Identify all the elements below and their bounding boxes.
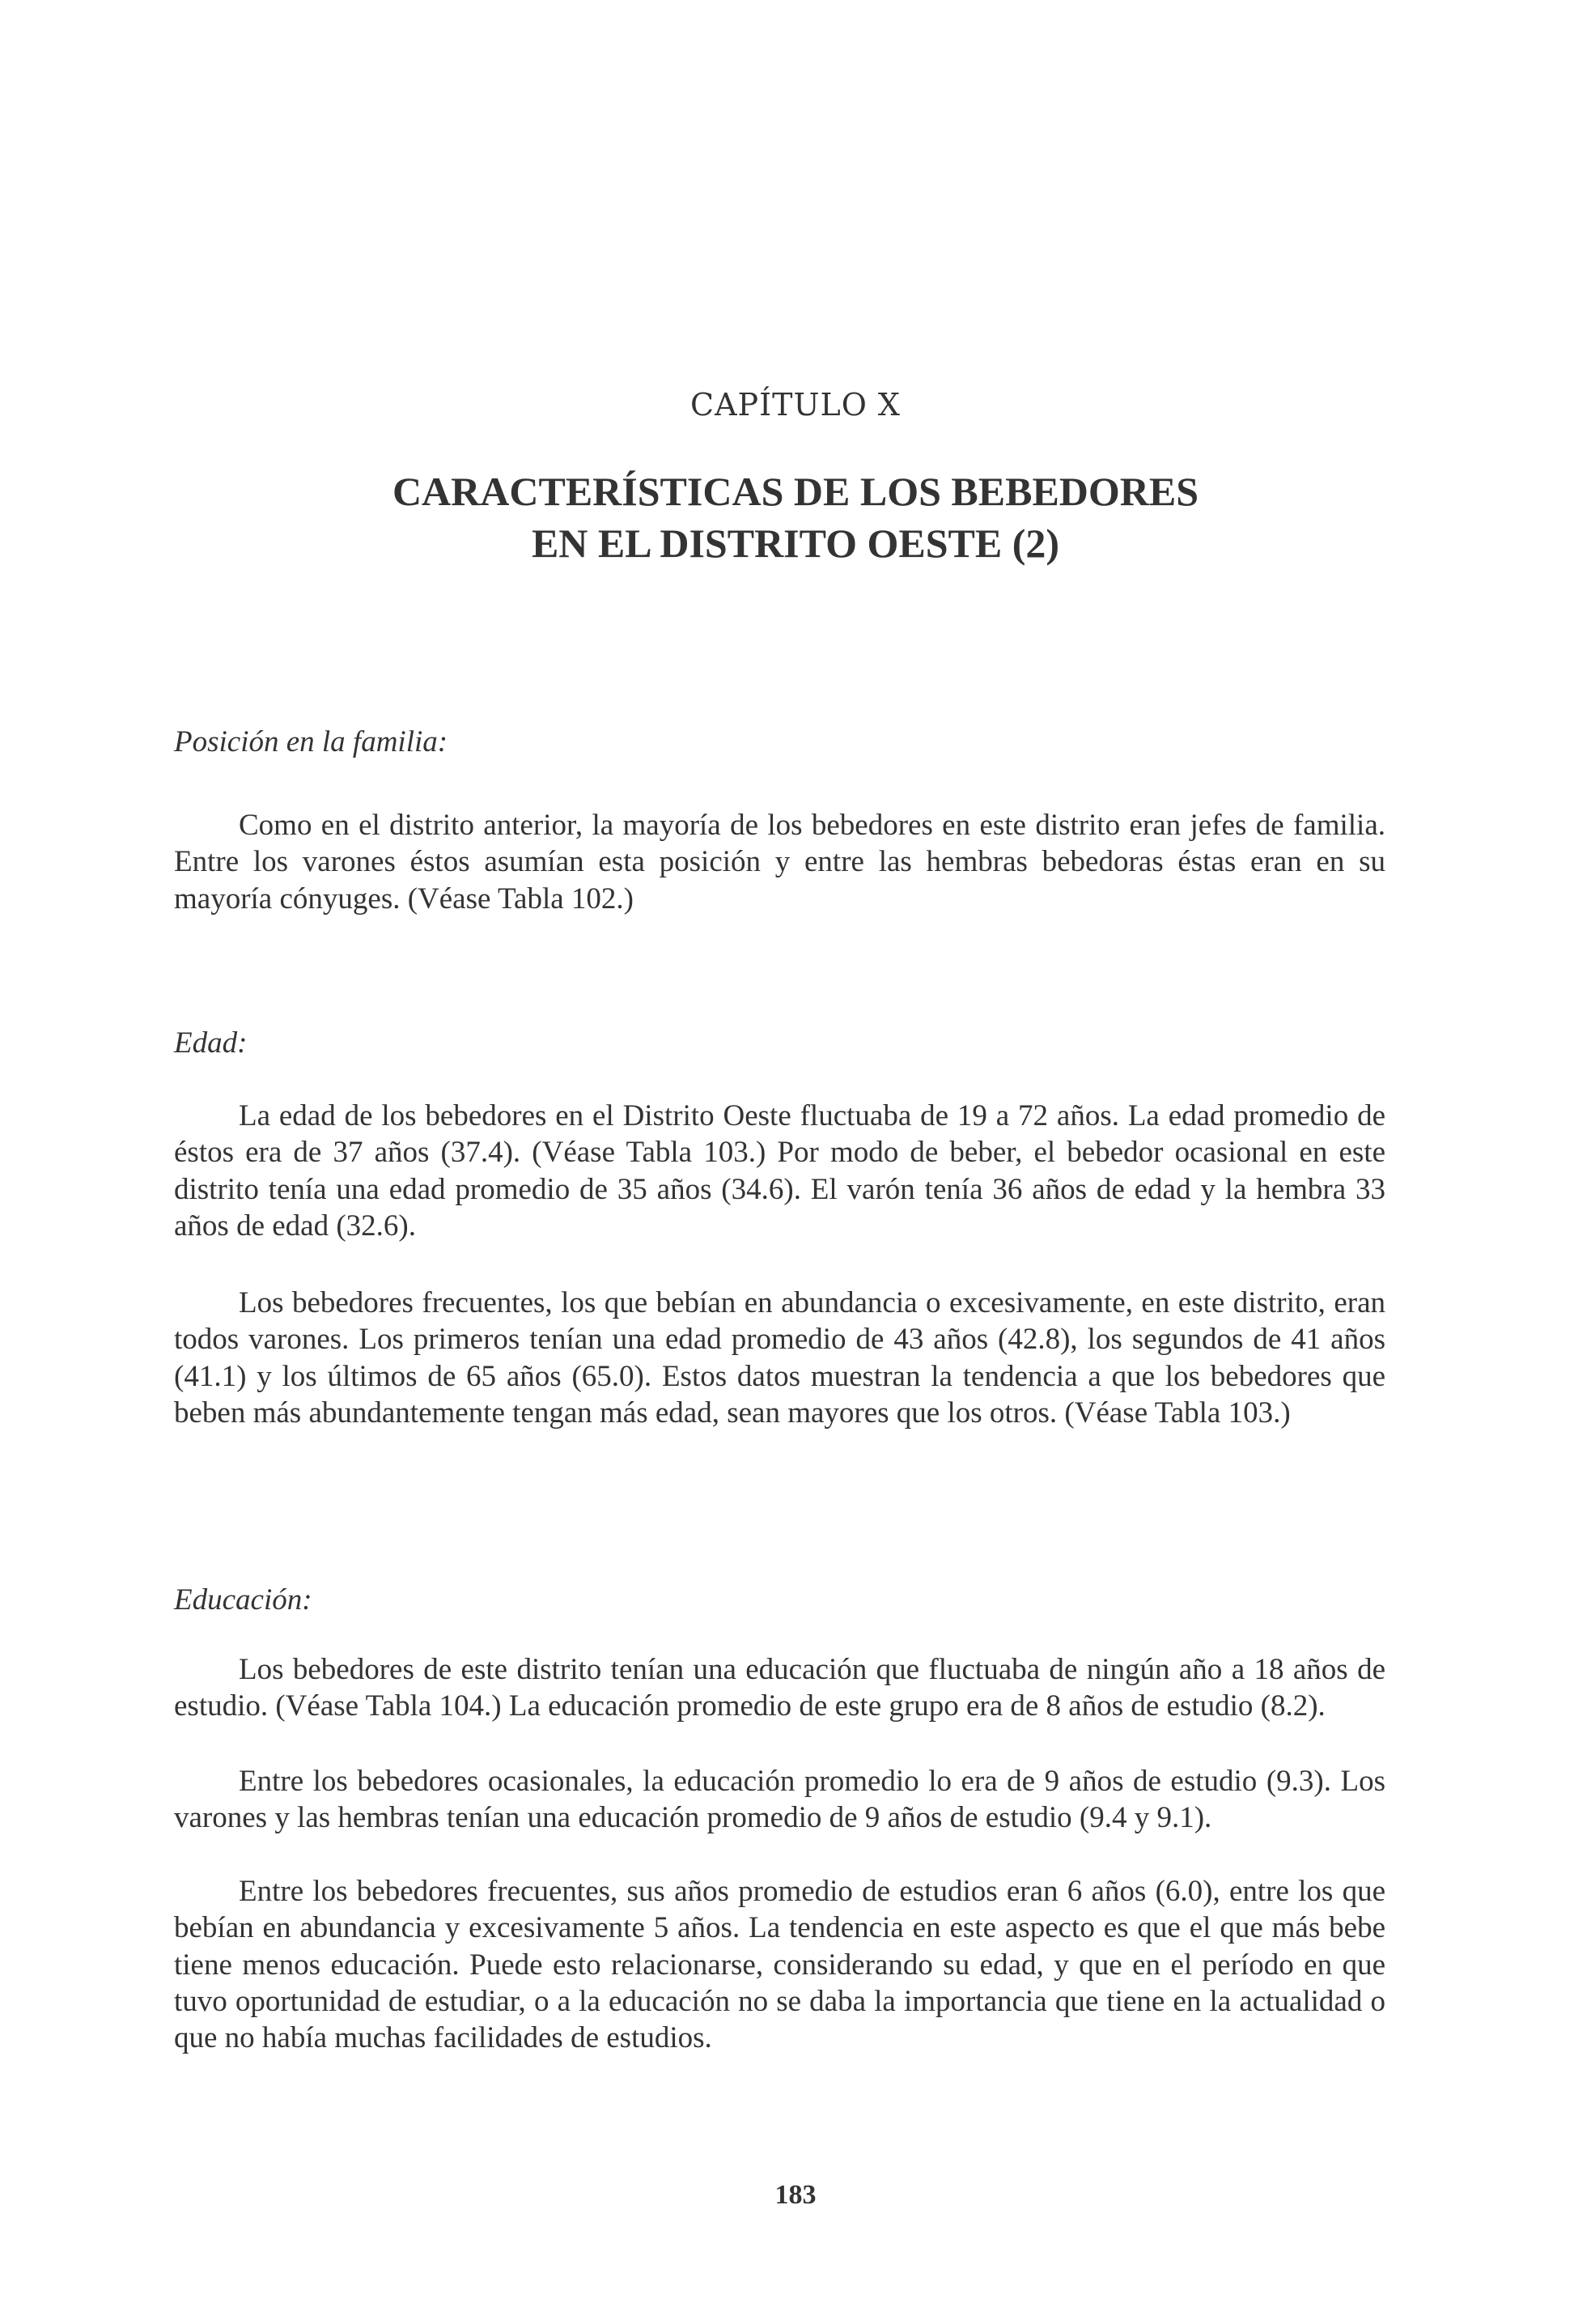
- section-heading-familia: Posición en la familia:: [174, 725, 448, 758]
- chapter-label: CAPÍTULO X: [690, 387, 901, 423]
- page-number: 183: [774, 2180, 817, 2210]
- section-heading-edad: Edad:: [174, 1026, 248, 1060]
- paragraph-educacion-1: Los bebedores de este distrito tenían una educación que fluctuaba de ningún año a 18 años de estudio. (Véase Tabla 104.) La educación promedio de este grupo era de 8 años de estudio (8.2).: [174, 1653, 1385, 1723]
- paragraph-edad-1: La edad de los bebedores en el Distrito Oeste fluctuaba de 19 a 72 años. La edad promedio de éstos era de 37 años (37.4). (Véase Tabla 103.) Por modo de beber, el bebedor ocasional en este distrito tenía una edad promedio de 35 años (34.6). El varón tenía 36 años de edad y la hembra 33 años de edad (32.6).: [174, 1099, 1385, 1243]
- paragraph-educacion-3: Entre los bebedores frecuentes, sus años promedio de estudios eran 6 años (6.0), entre los que bebían en abundancia y excesivamente 5 años. La tendencia en este aspecto es que el que más bebe tiene menos educación. Puede esto relacionarse, considerando su edad, y que en el período en que tuvo oportunidad de estudiar, o a la educación no se daba la importancia que tiene en la actualidad o que no había muchas facilidades de estudios.: [174, 1875, 1385, 2055]
- chapter-title-line-1: CARACTERÍSTICAS DE LOS BEBEDORES: [392, 469, 1199, 514]
- chapter-title: [0, 465, 1591, 569]
- paragraph-familia-1: Como en el distrito anterior, la mayoría de los bebedores en este distrito eran jefes de familia. Entre los varones éstos asumían esta posición y entre las hembras bebedoras éstas eran en su mayoría cónyuges. (Véase Tabla 102.): [174, 809, 1385, 916]
- paragraph-educacion-2: Entre los bebedores ocasionales, la educación promedio lo era de 9 años de estudio (9.3). Los varones y las hembras tenían una educación promedio de 9 años de estudio (9.4 y 9.1).: [174, 1765, 1385, 1835]
- chapter-title-line-2: EN EL DISTRITO OESTE (2): [531, 520, 1060, 566]
- paragraph-edad-2: Los bebedores frecuentes, los que bebían en abundancia o excesivamente, en este distrito, eran todos varones. Los primeros tenían una edad promedio de 43 años (42.8), los segundos de 41 años (41.1) y los últimos de 65 años (65.0). Estos datos muestran la tendencia a que los bebedores que beben más abundantemente tengan más edad, sean mayores que los otros. (Véase Tabla 103.): [174, 1286, 1385, 1430]
- section-heading-educacion: Educación:: [174, 1583, 312, 1617]
